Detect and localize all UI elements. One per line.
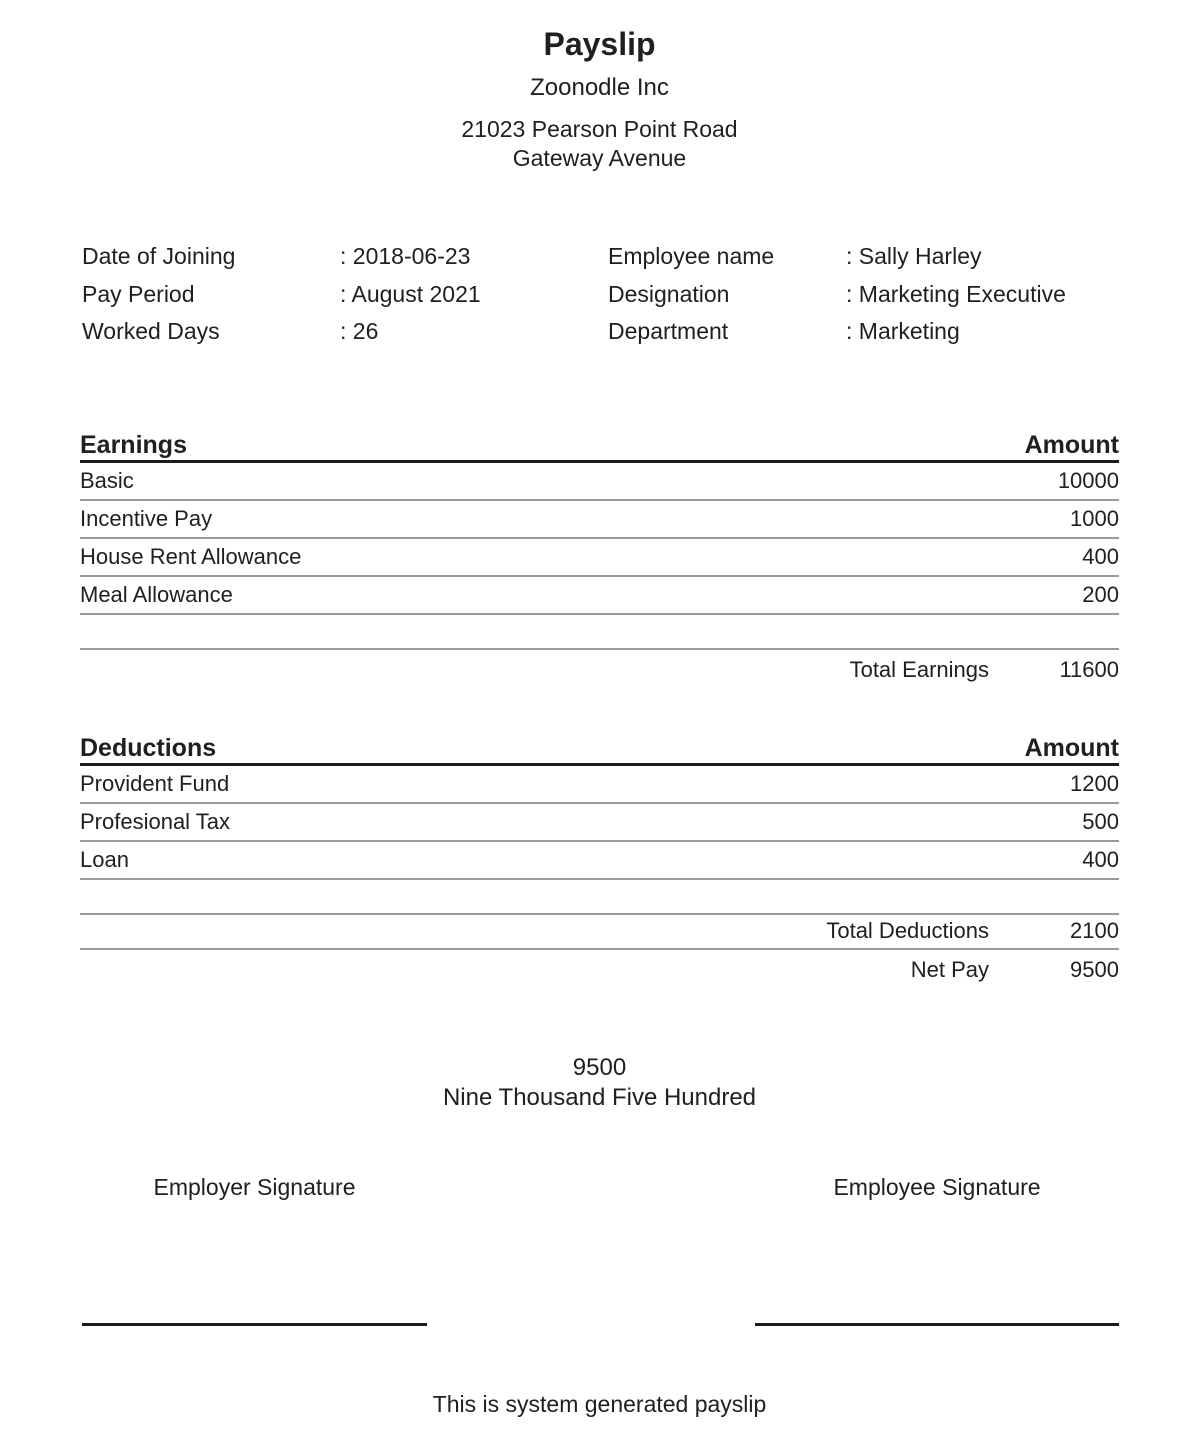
total-deductions-amount: 2100 [1070, 918, 1119, 943]
page-title: Payslip [543, 26, 656, 62]
company-name: Zoonodle Inc [530, 74, 669, 101]
table-row [80, 804, 1119, 842]
total-earnings-label: Total Earnings [849, 656, 989, 682]
earnings-section-title: Earnings [80, 430, 187, 459]
info-label-pay-period: Pay Period [82, 280, 195, 307]
earnings-row-amount: 10000 [1057, 467, 1119, 493]
table-row [80, 766, 1119, 804]
deductions-row-label: Loan [80, 846, 129, 872]
info-value-department: : Marketing [846, 318, 960, 344]
employee-signature-label: Employee Signature [833, 1173, 1041, 1200]
info-label-worked-days: Worked Days [82, 318, 220, 344]
employer-signature-block [82, 1173, 427, 1326]
info-value-designation: : Marketing Executive [846, 280, 1066, 307]
net-pay-label: Net Pay [910, 956, 989, 982]
info-label-designation: Designation [608, 280, 730, 307]
deductions-spacer-row [80, 880, 1119, 915]
employee-signature-line [755, 1323, 1119, 1326]
table-row [80, 501, 1119, 539]
deductions-section [80, 732, 1119, 990]
info-label-employee-name: Employee name [608, 243, 775, 269]
earnings-row-label: Meal Allowance [80, 581, 233, 607]
net-pay-amount: 9500 [1070, 956, 1119, 982]
earnings-row-amount: 1000 [1070, 505, 1119, 531]
employee-info-grid [82, 238, 1119, 351]
deductions-row-amount: 500 [1082, 808, 1119, 834]
info-value-pay-period: : August 2021 [340, 280, 481, 307]
total-deductions-row [80, 915, 1119, 950]
deductions-row-amount: 1200 [1070, 770, 1119, 796]
info-value-worked-days: : 26 [340, 318, 379, 344]
earnings-table-header [80, 429, 1119, 463]
table-row [80, 463, 1119, 501]
document-header [80, 0, 1119, 173]
signatures-row [82, 1173, 1119, 1326]
total-earnings-row [80, 650, 1119, 690]
earnings-row-label: Basic [80, 467, 134, 493]
net-pay-figure: 9500 [572, 1053, 627, 1081]
earnings-row-label: Incentive Pay [80, 505, 213, 531]
info-value-employee-name: : Sally Harley [846, 243, 982, 269]
earnings-row-label: House Rent Allowance [80, 543, 302, 569]
address-line-2: Gateway Avenue [512, 145, 687, 171]
deductions-table-header [80, 732, 1119, 766]
employee-signature-block [755, 1173, 1119, 1326]
table-row [80, 842, 1119, 880]
total-earnings-amount: 11600 [1059, 656, 1119, 682]
total-deductions-label: Total Deductions [826, 918, 989, 943]
deductions-row-amount: 400 [1082, 846, 1119, 872]
net-pay-summary [80, 1053, 1119, 1113]
net-pay-words: Nine Thousand Five Hundred [442, 1083, 757, 1111]
deductions-row-label: Profesional Tax [80, 808, 231, 834]
deductions-section-title: Deductions [80, 733, 217, 762]
net-pay-row [80, 950, 1119, 990]
earnings-row-amount: 200 [1082, 581, 1119, 607]
employer-signature-line [82, 1323, 427, 1326]
employer-signature-label: Employer Signature [153, 1173, 356, 1200]
info-label-department: Department [608, 318, 729, 344]
earnings-spacer-row [80, 615, 1119, 650]
info-label-date-of-joining: Date of Joining [82, 243, 236, 269]
earnings-section [80, 429, 1119, 690]
deductions-row-label: Provident Fund [80, 770, 230, 796]
table-row [80, 539, 1119, 577]
deductions-amount-header: Amount [1024, 733, 1119, 762]
footer-note: This is system generated payslip [432, 1390, 767, 1417]
company-address [80, 115, 1119, 173]
earnings-row-amount: 400 [1082, 543, 1119, 569]
table-row [80, 577, 1119, 615]
earnings-amount-header: Amount [1024, 430, 1119, 459]
info-value-date-of-joining: : 2018-06-23 [340, 243, 471, 269]
address-line-1: 21023 Pearson Point Road [461, 116, 738, 142]
